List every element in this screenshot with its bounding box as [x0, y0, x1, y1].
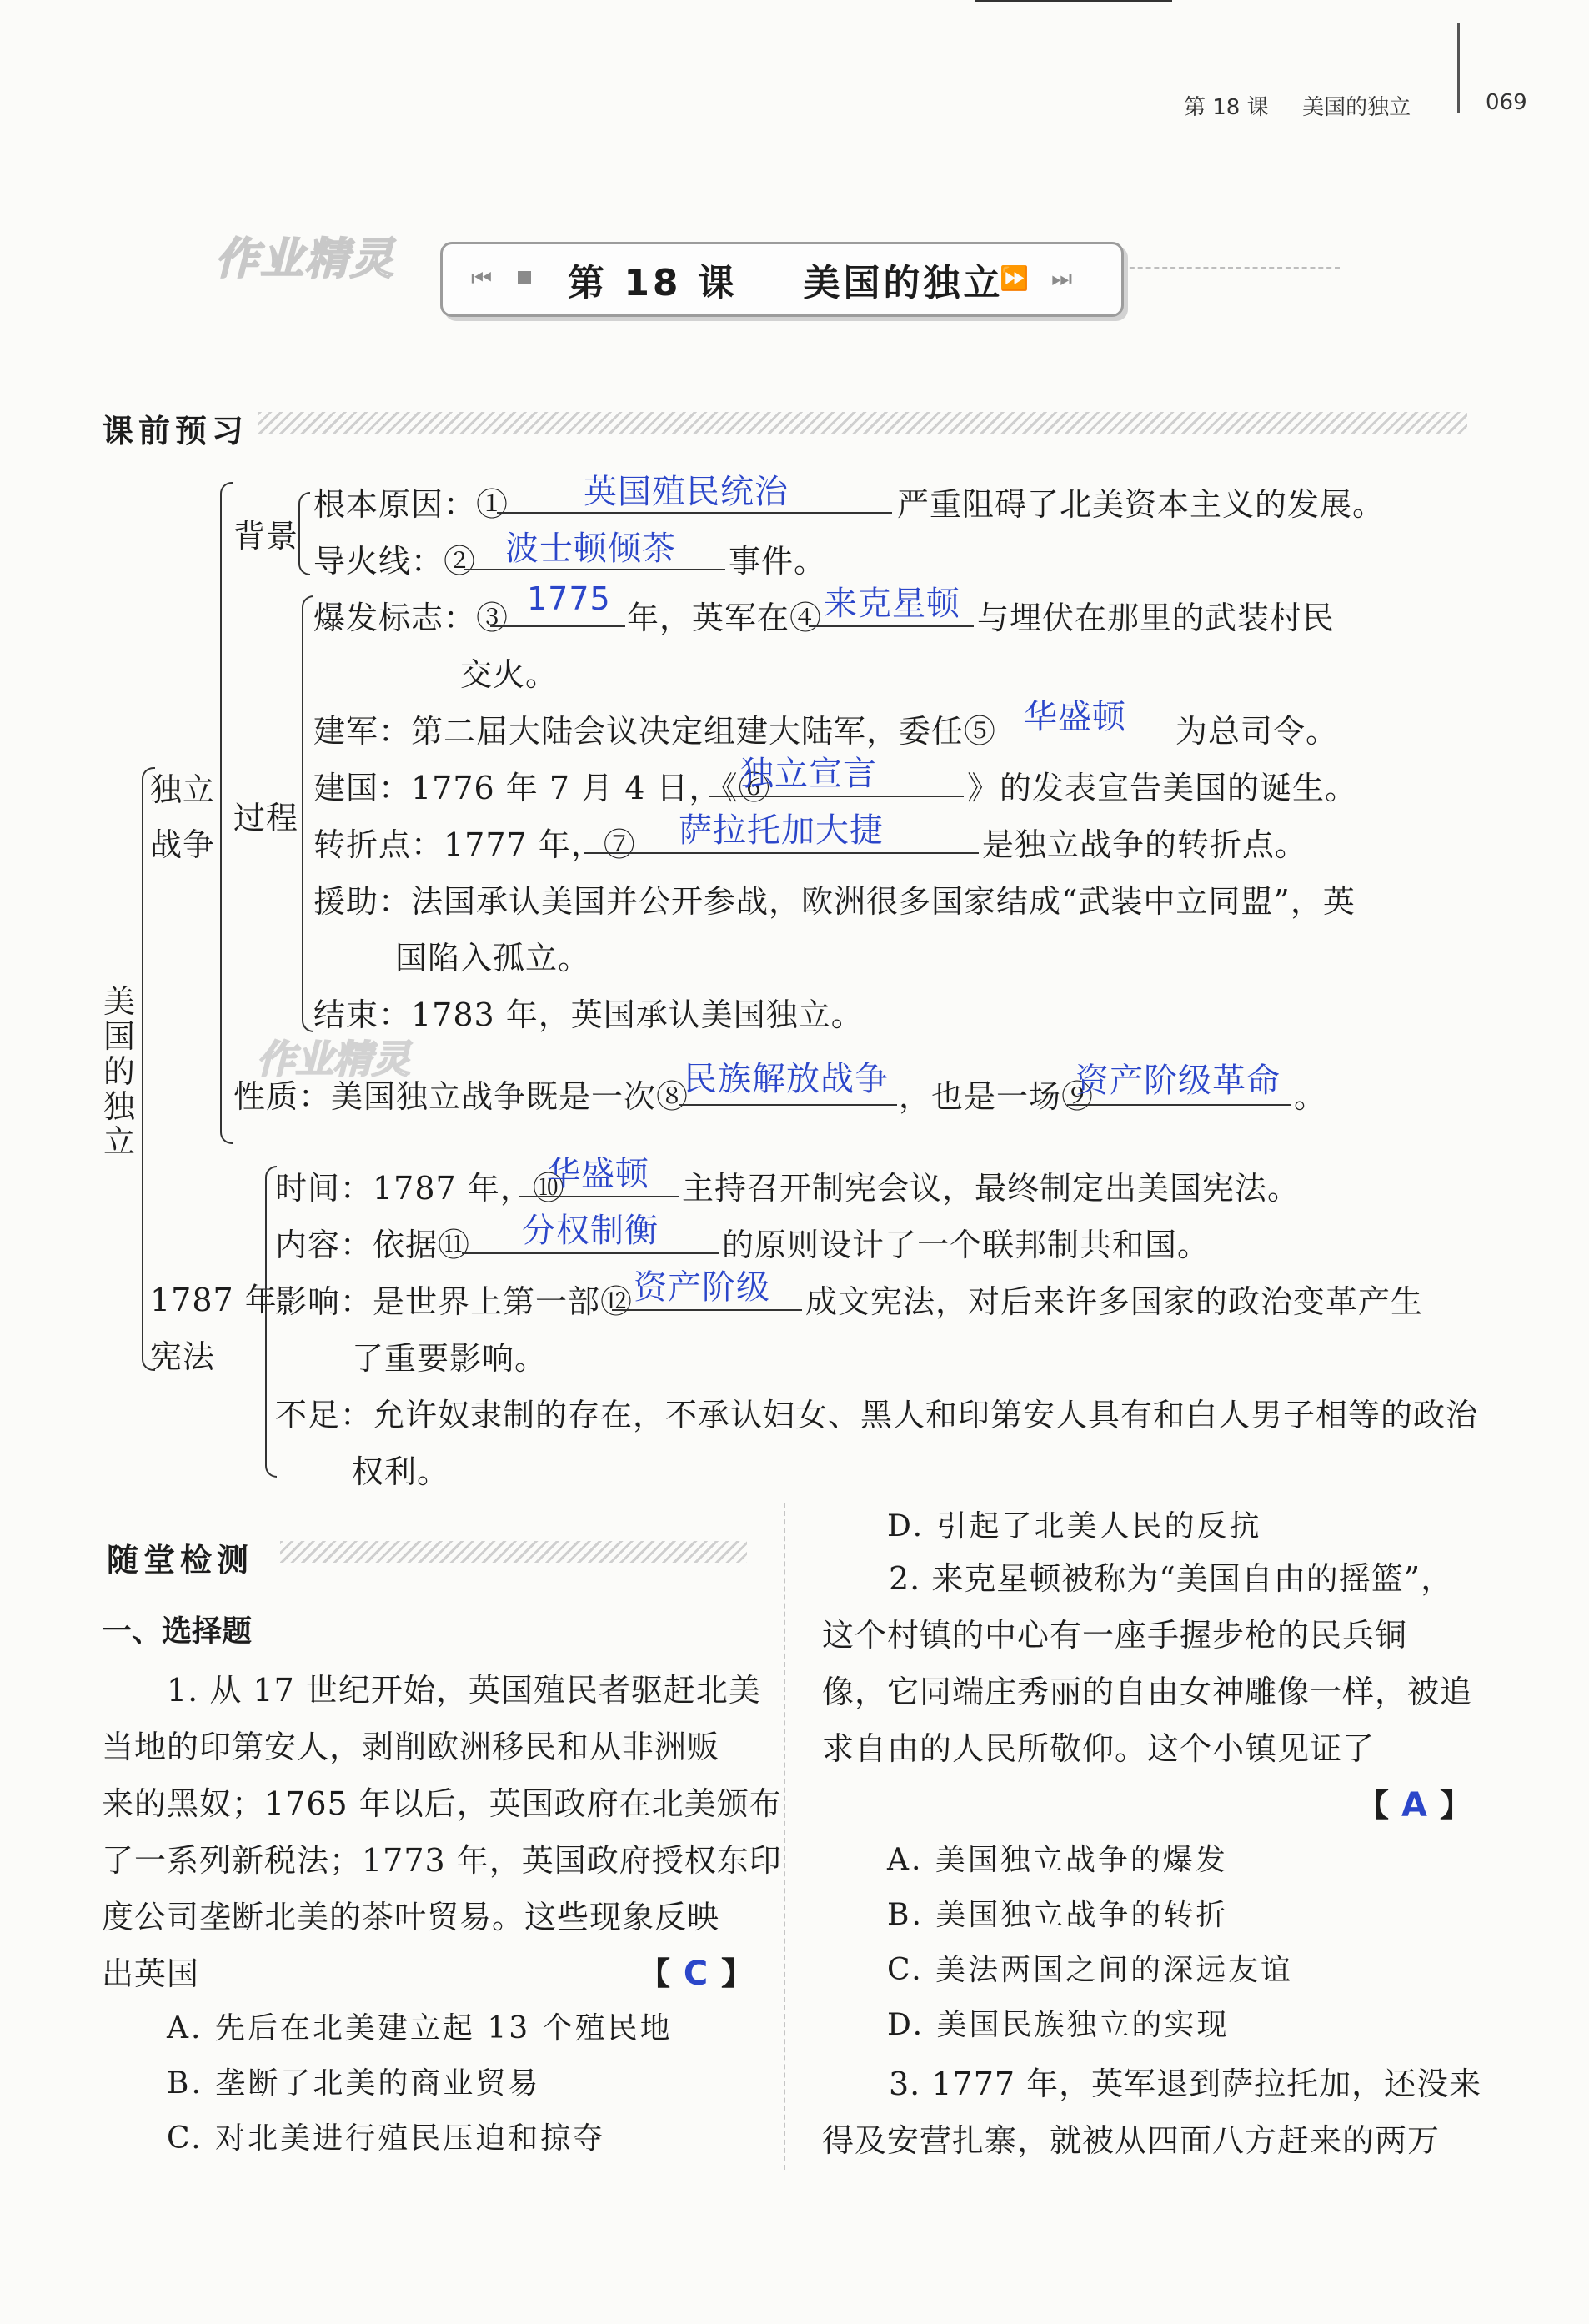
q2-option-d[interactable]: D. 美国民族独立的实现 [887, 2008, 1230, 2042]
time-suffix: 主持召开制宪会议，最终制定出美国宪法。 [682, 1170, 1301, 1207]
turning-answer: 萨拉托加大捷 [679, 811, 884, 850]
constitution-label-line1: 1787 年 [150, 1282, 278, 1318]
outbreak-year-blank [490, 625, 625, 627]
q1-option-d[interactable]: D. 引起了北美人民的反抗 [887, 1509, 1262, 1543]
root-cause-suffix: 严重阻碍了北美资本主义的发展。 [897, 486, 1386, 523]
q1-option-a[interactable]: A. 先后在北美建立起 13 个殖民地 [167, 2011, 673, 2045]
content-answer: 分权制衡 [522, 1212, 659, 1250]
lesson-banner [440, 242, 1124, 317]
q1-answer: C [683, 1955, 709, 1993]
column-divider [784, 1503, 785, 2170]
body-watermark: 作业精灵 [257, 1037, 410, 1082]
constitution-label-line2: 宪法 [150, 1338, 216, 1375]
section-heading: 一、选择题 [102, 1614, 253, 1649]
outbreak-place: 来克星顿 [824, 585, 960, 623]
time-prefix: 时间：1787 年，⑩ [275, 1170, 565, 1207]
q1-line: 来的黑奴；1765 年以后，英国政府在北美颁布 [102, 1785, 782, 1822]
army-suffix: 为总司令。 [1175, 713, 1339, 750]
founding-suffix: 》的发表宣告美国的诞生。 [967, 770, 1358, 806]
banner-watermark: 作业精灵 [215, 234, 396, 284]
root-cause-answer: 英国殖民统治 [584, 473, 789, 511]
impact-line2: 了重要影响。 [352, 1340, 548, 1377]
banner-lesson: 第 18 课 [568, 262, 738, 304]
nature-mid: ，也是一场⑨ [899, 1078, 1095, 1115]
content-suffix: 的原则设计了一个联邦制共和国。 [722, 1227, 1211, 1263]
outbreak-mid: 年，英军在④ [627, 600, 823, 636]
q1-option-b[interactable]: B. 垄断了北美的商业贸易 [167, 2066, 541, 2101]
q3-line: 得及安营扎寨，就被从四面八方赶来的两万 [822, 2122, 1441, 2159]
q2-option-b[interactable]: B. 美国独立战争的转折 [887, 1898, 1229, 1932]
q3-line: 3. 1777 年，英军退到萨拉托加，还没来 [889, 2065, 1482, 2102]
q2-line: 求自由的人民所敬仰。这个小镇见证了 [822, 1730, 1376, 1767]
outbreak-suffix: 与埋伏在那里的武装村民 [977, 600, 1336, 636]
running-header [1184, 90, 1411, 121]
time-blank [519, 1196, 679, 1197]
q2-option-c[interactable]: C. 美法两国之间的深远友谊 [887, 1953, 1294, 1987]
process-label: 过程 [233, 800, 299, 836]
root-char: 立 [103, 1123, 135, 1160]
army-prefix: 建军：第二届大陆会议决定组建大陆军，委任⑤ [313, 713, 997, 750]
army-blank [975, 0, 1172, 2]
background-label: 背景 [233, 518, 299, 555]
banner-deco-line [1121, 267, 1340, 269]
fuse-prefix: 导火线：② [313, 543, 477, 580]
founding-blank [709, 796, 964, 797]
army-answer: 华盛顿 [1024, 698, 1126, 736]
founding-prefix: 建国：1776 年 7 月 4 日，《⑥ [313, 770, 771, 806]
nature-blank1 [679, 1104, 897, 1106]
nature-suffix: 。 [1294, 1078, 1327, 1115]
bracket-left: 【 [1357, 1786, 1391, 1824]
bracket-right: 】 [1440, 1786, 1473, 1824]
outbreak-place-blank [809, 625, 974, 627]
impact-blank [612, 1309, 802, 1311]
root-char: 独 [103, 1088, 135, 1125]
q2-line: 这个村镇的中心有一座手握步枪的民兵铜 [822, 1617, 1408, 1654]
outbreak-line2: 交火。 [460, 656, 559, 693]
impact-suffix: 成文宪法，对后来许多国家的政治变革产生 [805, 1283, 1424, 1320]
header-divider [1457, 23, 1460, 113]
limit-line1: 不足：允许奴隶制的存在，不承认妇女、黑人和印第安人具有和白人男子相等的政治 [275, 1397, 1479, 1433]
q1-line: 当地的印第安人，剥削欧洲移民和从非洲贩 [102, 1729, 720, 1765]
turning-prefix: 转折点：1777 年，⑦ [313, 826, 636, 863]
preview-title-stripes [258, 412, 1467, 434]
stop-icon [518, 271, 531, 284]
outbreak-prefix: 爆发标志：③ [313, 600, 509, 636]
fast-forward-icon: ⏩ [1000, 264, 1029, 292]
root-char: 美 [103, 983, 135, 1020]
page-number: 069 [1486, 90, 1527, 115]
war-brace [220, 482, 233, 1144]
root-label [100, 984, 138, 1159]
background-brace [298, 492, 310, 575]
content-blank [462, 1252, 719, 1254]
turning-suffix: 是独立战争的转折点。 [982, 826, 1308, 863]
bracket-left: 【 [639, 1955, 672, 1992]
time-answer: 华盛顿 [547, 1155, 649, 1193]
test-title: 随堂检测 [107, 1542, 254, 1579]
turning-blank [584, 852, 979, 854]
process-brace [302, 595, 313, 1032]
root-char: 国 [103, 1018, 135, 1055]
nature-answer2: 资产阶级革命 [1075, 1062, 1281, 1100]
skip-forward-icon: ⏭ [1051, 264, 1073, 292]
fuse-suffix: 事件。 [729, 543, 827, 580]
rewind-icon: ⏮ [471, 264, 493, 292]
q2-option-a[interactable]: A. 美国独立战争的爆发 [887, 1843, 1228, 1877]
header-topic: 美国的独立 [1302, 95, 1411, 120]
q2-answer: A [1401, 1786, 1428, 1825]
aid-line1: 援助：法国承认美国并公开参战，欧洲很多国家结成“武装中立同盟”，英 [313, 883, 1356, 920]
root-char: 的 [103, 1053, 135, 1090]
nature-prefix: 性质：美国独立战争既是一次⑧ [233, 1078, 689, 1115]
aid-line2: 国陷入孤立。 [395, 940, 591, 976]
end-line: 结束：1783 年，英国承认美国独立。 [313, 996, 864, 1033]
banner-title [568, 253, 1004, 306]
q2-line: 像，它同端庄秀丽的自由女神雕像一样，被追 [822, 1674, 1473, 1710]
nature-blank2 [1067, 1104, 1291, 1106]
preview-title: 课前预习 [102, 413, 249, 449]
limit-line2: 权利。 [352, 1453, 450, 1490]
q1-line: 了一系列新税法；1773 年，英国政府授权东印 [102, 1842, 782, 1879]
founding-answer: 独立宣言 [740, 755, 877, 793]
content-prefix: 内容：依据⑪ [275, 1227, 471, 1263]
outbreak-year: 1775 [527, 580, 611, 617]
q1-line: 出英国 [102, 1955, 200, 1992]
fuse-answer: 波士顿倾茶 [505, 530, 676, 568]
war-label-line1: 独立 [150, 771, 216, 808]
impact-prefix: 影响：是世界上第一部⑫ [275, 1283, 634, 1320]
test-title-stripes [280, 1541, 747, 1563]
q2-answer-bracket [1357, 1779, 1472, 1825]
nature-answer1: 民族解放战争 [684, 1060, 889, 1098]
q1-answer-bracket [639, 1948, 754, 1994]
header-lesson: 第 18 课 [1184, 95, 1269, 120]
banner-topic: 美国的独立 [803, 262, 1004, 304]
bracket-right: 】 [721, 1955, 754, 1992]
q1-line: 1. 从 17 世纪开始，英国殖民者驱赶北美 [167, 1672, 761, 1709]
q2-line: 2. 来克星顿被称为“美国自由的摇篮”， [889, 1560, 1454, 1597]
war-label-line2: 战争 [150, 826, 216, 863]
q1-line: 度公司垄断北美的茶叶贸易。这些现象反映 [102, 1899, 720, 1935]
impact-answer: 资产阶级 [634, 1268, 770, 1307]
q1-option-c[interactable]: C. 对北美进行殖民压迫和掠夺 [167, 2121, 606, 2156]
root-cause-prefix: 根本原因：① [313, 486, 509, 523]
